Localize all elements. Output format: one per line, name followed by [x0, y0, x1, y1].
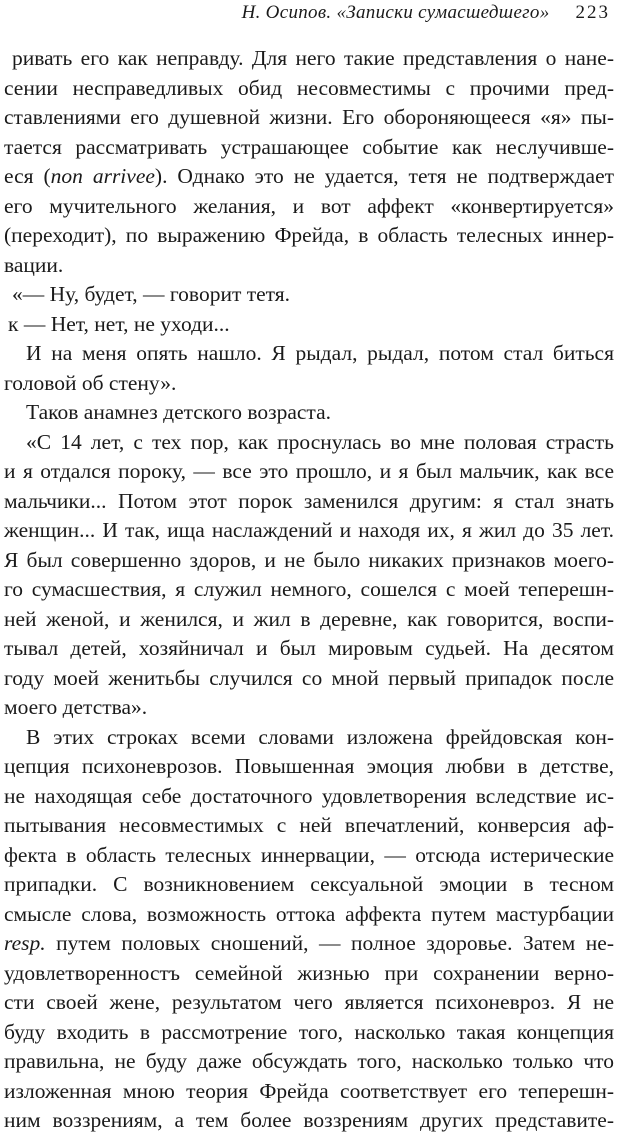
text-line: припадки. С возникновением сексуальной эмоции в тесном [4, 872, 614, 896]
text-line: ривать его как неправду. Для него такие представления о нане- [12, 46, 614, 70]
text-line: фекта в область телесных иннервации, — отсюда истерические [4, 842, 614, 867]
text-line: пытывания несовместимых с ней впечатлений, конверсия аф- [4, 813, 614, 837]
text-line: тывал детей, хозяйничал и был мировым судьей. На десятом [4, 636, 614, 660]
text-line: «— Ну, будет, — говорит тетя. [12, 282, 291, 306]
text-line: женщин... И так, ища наслаждений и находя их, я жил до 35 лет. [4, 518, 614, 542]
text-line: ним воззрениям, а тем более воззрениям других представите- [4, 1108, 614, 1132]
text-line: удовлетворенностъ семейной жизнью при сохранении верно- [4, 960, 614, 985]
text-line: и я отдался пороку, — все это прошло, и я был мальчик, как все [4, 459, 614, 483]
text-line: не находящая себе достаточного удовлетворения вследствие ис- [4, 783, 614, 808]
text-line: (переходит), по выражению Фрейда, в область телесных иннер- [4, 223, 614, 247]
text-line: вации. [4, 252, 64, 277]
text-line: буду входить в рассмотрение того, насколько такая концепция [4, 1019, 614, 1044]
text-line: мальчики... Потом этот порок заменился другим: я стал знать [4, 488, 614, 513]
text-line: ней женой, и женился, и жил в деревне, как говорится, воспи- [4, 606, 614, 631]
text-line: го сумасшествия, я служил немного, сошелся с моей теперешн- [4, 577, 614, 601]
italic-phrase: non arrivee [50, 164, 155, 188]
italic-phrase: resp. [4, 931, 46, 955]
text-line: моего детства». [4, 695, 148, 719]
text-line: к — Нет, нет, не уходи... [8, 311, 230, 336]
text-line: И на меня опять нашло. Я рыдал, рыдал, потом стал биться [26, 341, 614, 365]
text-line: Таков анамнез детского возраста. [26, 400, 331, 424]
text-line: В этих строках всеми словами изложена фрейдовская кон- [26, 724, 614, 749]
text-line: его мучительного желания, и вот аффект «конвертируется» [4, 193, 614, 218]
running-header-title: Н. Осипов. «Записки сумасшедшего» [241, 2, 550, 23]
text-line: головой об стену». [4, 370, 177, 395]
page-number: 223 [575, 2, 610, 23]
text-line: ставлениями его душевной жизни. Его обороняющееся «я» пы- [4, 105, 614, 129]
text-line: году моей женитьбы случился со мной первый припадок после [4, 665, 614, 690]
text-line: тается рассматривать устрашающее событие как неслучивше- [4, 134, 614, 159]
body-text [0, 44, 620, 1136]
text-line: еся (non arrivee). Однако это не удается, тетя не подтверждает [4, 164, 615, 188]
running-header [20, 2, 610, 30]
text-line: правильна, не буду даже обсуждать того, насколько только что [4, 1049, 614, 1073]
text-line: изложенная мною теория Фрейда соответствует его теперешн- [4, 1078, 614, 1103]
text-line: цепция психоневрозов. Повышенная эмоция любви в детстве, [4, 754, 614, 778]
text-line: «С 14 лет, с тех пор, как проснулась во мне половая страсть [26, 429, 614, 454]
text-line: сении несправедливых обид несовместимы с прочими пред- [4, 75, 614, 100]
text-line: сти своей жене, результатом чего является психоневроз. Я не [4, 990, 614, 1014]
text-line: Я был совершенно здоров, и не было никаких признаков моего- [4, 547, 614, 572]
text-line: смысле слова, возможность оттока аффекта путем мастурбации [4, 901, 614, 926]
text-line: resp. путем половых сношений, — полное здоровье. Затем не- [4, 931, 614, 955]
